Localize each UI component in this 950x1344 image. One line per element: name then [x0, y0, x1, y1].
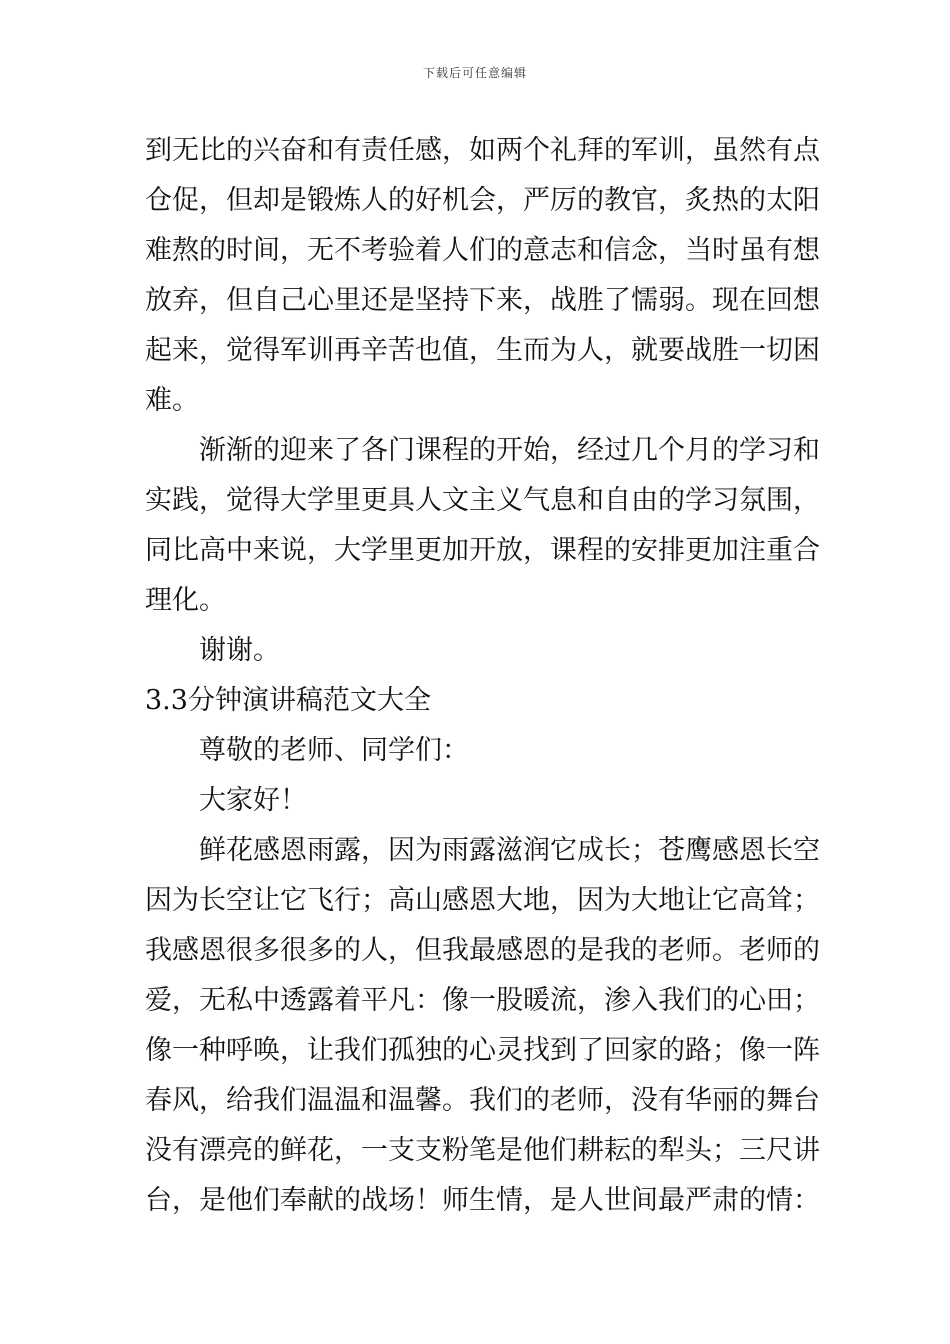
text-line: 像一种呼唤，让我们孤独的心灵找到了回家的路；像一阵 [145, 1035, 820, 1066]
text-line: 到无比的兴奋和有责任感，如两个礼拜的军训，虽然有点 [145, 135, 820, 166]
closing-line: 谢谢。 [199, 635, 280, 666]
text-line: 实践，觉得大学里更具人文主义气息和自由的学习氛围， [145, 485, 820, 516]
page-header: 下载后可任意编辑 [422, 66, 527, 80]
greeting-line: 大家好！ [199, 785, 307, 816]
text-line: 爱，无私中透露着平凡：像一股暖流，渗入我们的心田； [145, 985, 820, 1016]
text-line: 春风，给我们温温和温馨。我们的老师，没有华丽的舞台 [145, 1085, 820, 1116]
text-line: 我感恩很多很多的人，但我最感恩的是我的老师。老师的 [145, 935, 820, 966]
text-line: 放弃，但自己心里还是坚持下来，战胜了懦弱。现在回想 [145, 285, 820, 316]
text-line: 难。 [145, 385, 199, 416]
text-line: 起来，觉得军训再辛苦也值，生而为人，就要战胜一切困 [145, 335, 820, 366]
paragraph-start-line: 鲜花感恩雨露，因为雨露滋润它成长；苍鹰感恩长空 [199, 835, 820, 866]
document-body [145, 126, 820, 1226]
paragraph-start-line: 渐渐的迎来了各门课程的开始，经过几个月的学习和 [199, 435, 820, 466]
text-line: 理化。 [145, 585, 226, 616]
text-line: 同比高中来说，大学里更加开放，课程的安排更加注重合 [145, 535, 820, 566]
text-line: 仓促，但却是锻炼人的好机会，严厉的教官，炙热的太阳 [145, 185, 820, 216]
text-line: 台，是他们奉献的战场！师生情，是人世间最严肃的情： [145, 1185, 820, 1216]
text-line: 因为长空让它飞行；高山感恩大地，因为大地让它高耸； [145, 885, 820, 916]
text-line: 没有漂亮的鲜花，一支支粉笔是他们耕耘的犁头；三尺讲 [145, 1135, 820, 1166]
text-line: 难熬的时间，无不考验着人们的意志和信念，当时虽有想 [145, 235, 820, 266]
salutation-line: 尊敬的老师、同学们： [199, 735, 469, 766]
section-heading: 3.3分钟演讲稿范文大全 [145, 685, 431, 716]
